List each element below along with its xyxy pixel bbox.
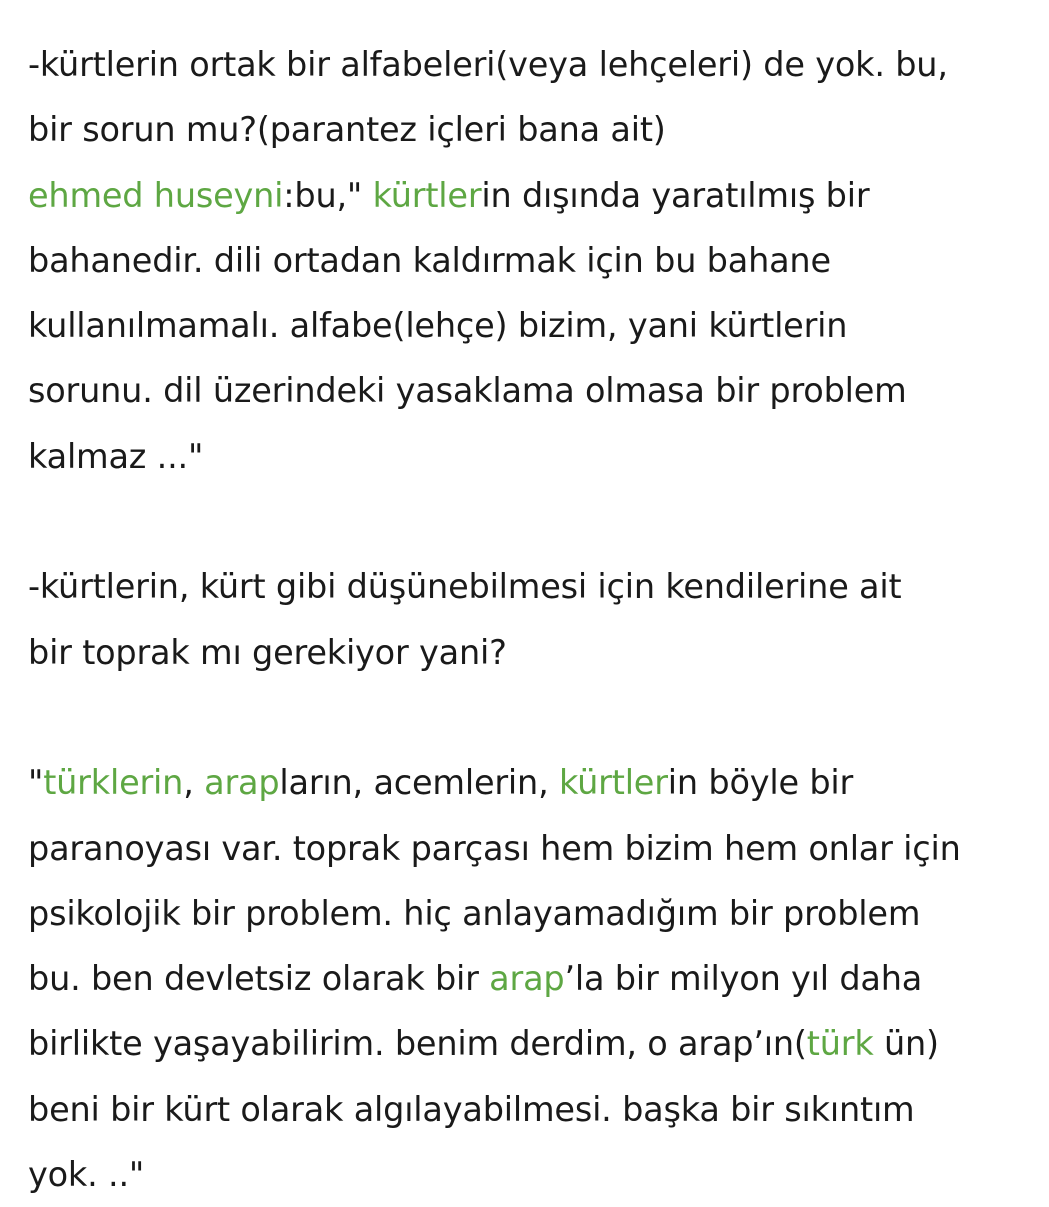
entry-text-line: sorunu. dil üzerindeki yasaklama olmasa bir problem: [28, 371, 907, 411]
bkz-link-arap[interactable]: arap: [204, 763, 280, 803]
bkz-link-arap[interactable]: arap: [489, 959, 565, 999]
paragraph-spacer: [28, 685, 1028, 750]
entry-text-line: paranoyası var. toprak parçası hem bizim hem onlar için: [28, 828, 961, 868]
entry-text-line: [28, 1011, 1028, 1076]
entry-text-line: bahanedir. dili ortadan kaldırmak için bu bahane: [28, 240, 831, 280]
entry-text-line: bir toprak mı gerekiyor yani?: [28, 632, 507, 672]
text-segment: in dışında yaratılmış bir: [481, 175, 870, 215]
text-segment: ": [28, 763, 44, 803]
author-link-ehmed-huseyni[interactable]: ehmed huseyni: [28, 175, 284, 215]
bkz-link-turklerin[interactable]: türklerin: [43, 763, 184, 803]
bkz-link-kurtler[interactable]: kürtler: [558, 763, 668, 803]
entry-text-line: psikolojik bir problem. hiç anlayamadığım bir problem: [28, 893, 921, 933]
entry-text-line: [28, 163, 1028, 228]
paragraph-spacer: [28, 489, 1028, 554]
entry-text-line: kullanılmamalı. alfabe(lehçe) bizim, yani kürtlerin: [28, 306, 848, 346]
text-segment: birlikte yaşayabilirim. benim derdim, o arap’ın(: [28, 1024, 807, 1064]
text-segment: ün): [873, 1024, 939, 1064]
text-segment: ’la bir milyon yıl daha: [564, 959, 923, 999]
text-segment: ,: [183, 763, 205, 803]
entry-text-line: kalmaz ...": [28, 436, 204, 476]
entry-text-line: bir sorun mu?(parantez içleri bana ait): [28, 110, 666, 150]
bkz-link-turk[interactable]: türk: [806, 1024, 874, 1064]
text-segment: bu. ben devletsiz olarak bir: [28, 959, 490, 999]
entry-text-line: -kürtlerin, kürt gibi düşünebilmesi için kendilerine ait: [28, 567, 902, 607]
text-segment: in böyle bir: [667, 763, 854, 803]
bkz-link-kurtler[interactable]: kürtler: [372, 175, 482, 215]
entry-text-line: yok. ..": [28, 1155, 145, 1195]
entry-content: [28, 32, 1028, 1207]
entry-text-line: beni bir kürt olarak algılayabilmesi. başka bir sıkıntım: [28, 1089, 915, 1129]
entry-text-line: [28, 750, 1028, 815]
entry-text-line: -kürtlerin ortak bir alfabeleri(veya lehçeleri) de yok. bu,: [28, 45, 948, 84]
text-segment: :bu,": [283, 175, 373, 215]
text-segment: ların, acemlerin,: [279, 763, 559, 803]
entry-text-line: [28, 946, 1028, 1011]
